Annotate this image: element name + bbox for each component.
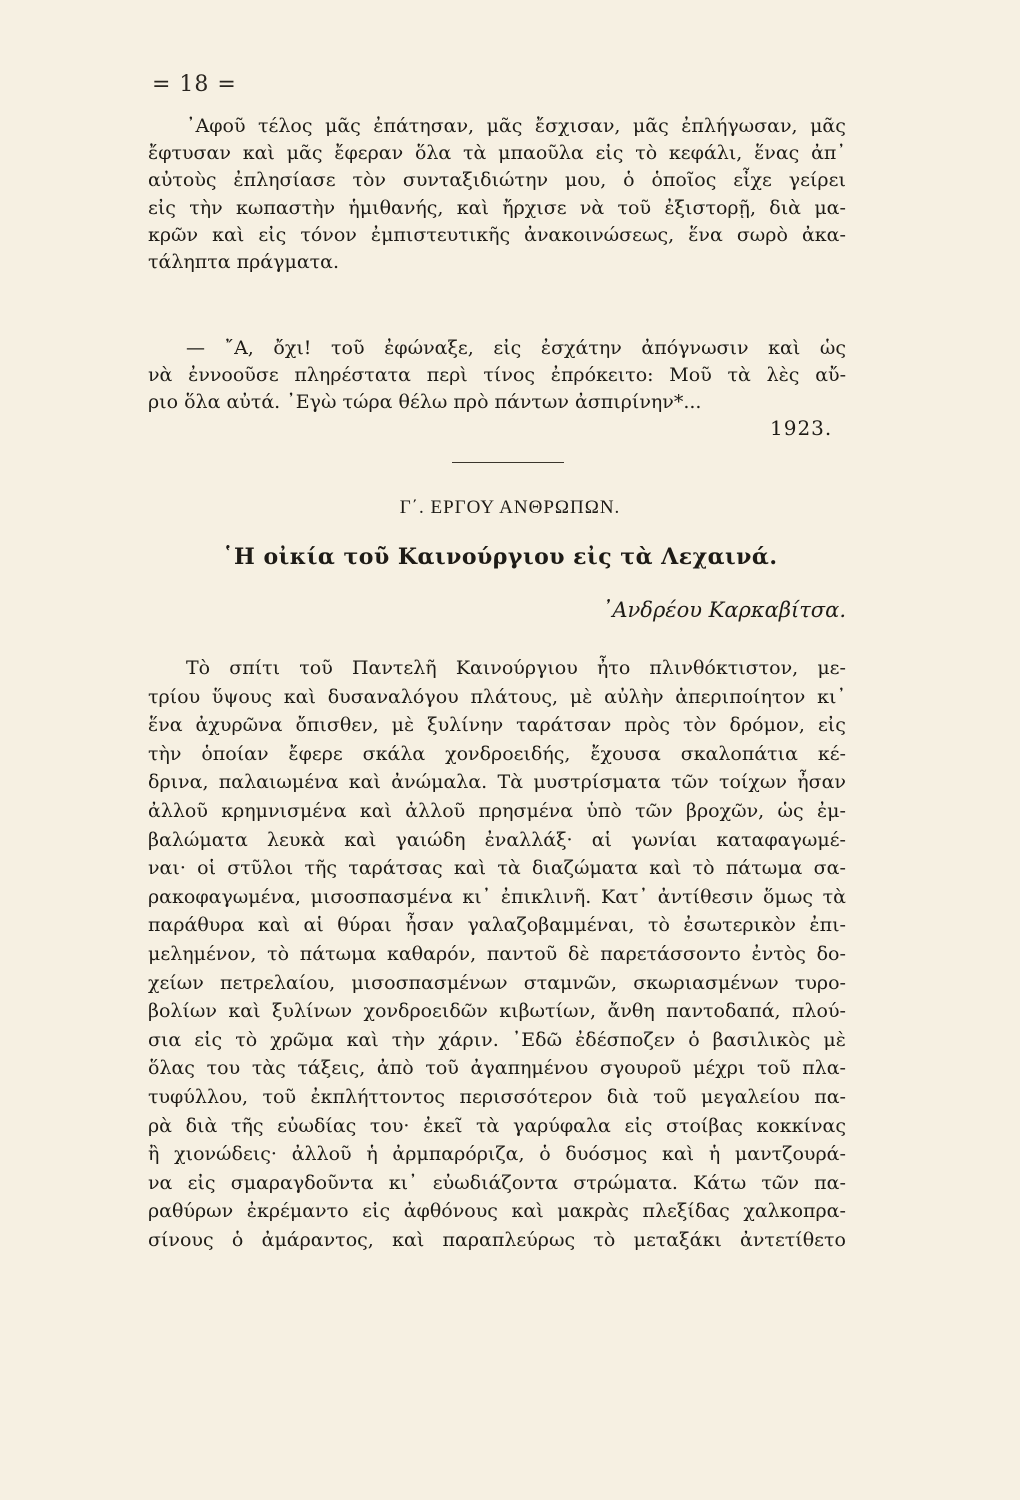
text-line: ρὰ διὰ τῆς εὐωδίας του· ἐκεῖ τὰ γαρύφαλα εἰς στοίβας κοκκίνας — [148, 1114, 846, 1137]
text-line: — ῎Α, ὄχι! τοῦ ἐφώναξε, εἰς ἐσχάτην ἀπόγνωσιν καὶ ὡς — [186, 337, 846, 359]
text-line: ραθύρων ἐκρέμαντο εἰς ἀφθόνους καὶ μακρὰς πλεξίδας χαλκοπρα- — [148, 1200, 846, 1223]
text-line: ἢ χιονώδεις· ἀλλοῦ ἡ ἀρμπαρόριζα, ὁ δυόσμος καὶ ἡ μαντζουρά- — [148, 1143, 846, 1166]
text-line: ἀλλοῦ κρημνισμένα καὶ ἀλλοῦ πρησμένα ὑπὸ τῶν βροχῶν, ὡς ἐμ- — [148, 799, 846, 822]
text-line: τάληπτα πράγματα. — [148, 250, 340, 273]
text-line: δρινα, παλαιωμένα καὶ ἀνώμαλα. Τὰ μυστρίσματα τῶν τοίχων ἦσαν — [148, 771, 846, 794]
paragraph-previous-story-ending — [148, 113, 846, 276]
text-line: να εἰς σμαραγδοῦντα κι᾿ εὐωδιάζοντα στρώματα. Κάτω τῶν πα- — [148, 1171, 846, 1194]
section-heading: Γ΄. ΕΡΓΟΥ ΑΝΘΡΩΠΩΝ. — [399, 497, 621, 518]
text-line: ναι· οἱ στῦλοι τῆς ταράτσας καὶ τὰ διαζώματα καὶ τὸ πάτωμα σα- — [148, 857, 846, 880]
text-line: σια εἰς τὸ χρῶμα καὶ τὴν χάριν. ᾿Εδῶ ἐδέσποζεν ὁ βασιλικὸς μὲ — [148, 1028, 846, 1051]
text-line: ᾿Αφοῦ τέλος μᾶς ἐπάτησαν, μᾶς ἔσχισαν, μᾶς ἐπλήγωσαν, μᾶς — [186, 115, 846, 137]
text-line: τυφύλλου, τοῦ ἐκπλήττοντος περισσότερον διὰ τοῦ μεγαλείου πα- — [148, 1085, 846, 1108]
story-body — [148, 654, 846, 1254]
text-line: βαλώματα λευκὰ καὶ γαιώδη ἐναλλάξ· αἱ γωνίαι καταφαγωμέ- — [148, 828, 846, 851]
text-line: νὰ ἐννοοῦσε πληρέστατα περὶ τίνος ἐπρόκειτο: Μοῦ τὰ λὲς αὔ- — [148, 364, 846, 387]
paragraph-dialogue — [148, 335, 846, 417]
text-line: μελημένον, τὸ πάτωμα καθαρόν, παντοῦ δὲ παρετάσσοντο ἐντὸς δο- — [148, 942, 846, 965]
text-line: τὴν ὁποίαν ἔφερε σκάλα χονδροειδής, ἔχουσα σκαλοπάτια κέ- — [148, 742, 846, 765]
text-line: παράθυρα καὶ αἱ θύραι ἦσαν γαλαζοβαμμέναι, τὸ ἐσωτερικὸν ἐπι- — [148, 914, 846, 937]
text-line: ἔφτυσαν καὶ μᾶς ἔφεραν ὅλα τὰ μπαοῦλα εἰς τὸ κεφάλι, ἕνας ἀπ᾿ — [148, 142, 846, 165]
story-title: ῾Η οἰκία τοῦ Καινούργιου εἰς τὰ Λεχαινά. — [222, 544, 778, 570]
section-divider — [452, 462, 564, 463]
text-line: εἰς τὴν κωπαστὴν ἡμιθανής, καὶ ἤρχισε νὰ τοῦ ἐξιστορῇ, διὰ μα- — [148, 196, 846, 219]
text-line: Τὸ σπίτι τοῦ Παντελῆ Καινούργιου ἦτο πλινθόκτιστον, με- — [186, 657, 846, 679]
text-line: ὅλας του τὰς τάξεις, ἀπὸ τοῦ ἀγαπημένου σγουροῦ μέχρι τοῦ πλα- — [148, 1057, 846, 1080]
text-line: βολίων καὶ ξυλίνων χονδροειδῶν κιβωτίων, ἄνθη παντοδαπά, πλού- — [148, 1000, 846, 1023]
story-author: ᾿Ανδρέου Καρκαβίτσα. — [601, 598, 846, 622]
text-line: ἕνα ἀχυρῶνα ὄπισθεν, μὲ ξυλίνην ταράτσαν πρὸς τὸν δρόμον, εἰς — [148, 714, 846, 737]
text-line: αὐτοὺς ἐπλησίασε τὸν συνταξιδιώτην μου, ὁ ὁποῖος εἶχε γείρει — [148, 169, 846, 192]
text-line: τρίου ὕψους καὶ δυσαναλόγου πλάτους, μὲ αὐλὴν ἀπεριποίητον κι᾿ — [148, 685, 846, 708]
text-line: χείων πετρελαίου, μισοσπασμένων σταμνῶν, σκωριασμένων τυρο- — [148, 971, 846, 994]
text-line: σίνους ὁ ἀμάραντος, καὶ παραπλεύρως τὸ μεταξάκι ἀντετίθετο — [148, 1228, 846, 1251]
text-line: κρῶν καὶ εἰς τόνον ἐμπιστευτικῆς ἀνακοινώσεως, ἕνα σωρὸ ἀκα- — [148, 223, 846, 246]
page-number: = 18 = — [152, 72, 237, 97]
story-date: 1923. — [770, 416, 833, 440]
text-line: ριο ὅλα αὐτά. ᾿Εγὼ τώρα θέλω πρὸ πάντων ἀσπιρίνην*... — [148, 391, 702, 414]
text-line: ρακοφαγωμένα, μισοσπασμένα κι᾿ ἐπικλινῆ. Κατ᾿ ἀντίθεσιν ὅμως τὰ — [148, 885, 846, 908]
